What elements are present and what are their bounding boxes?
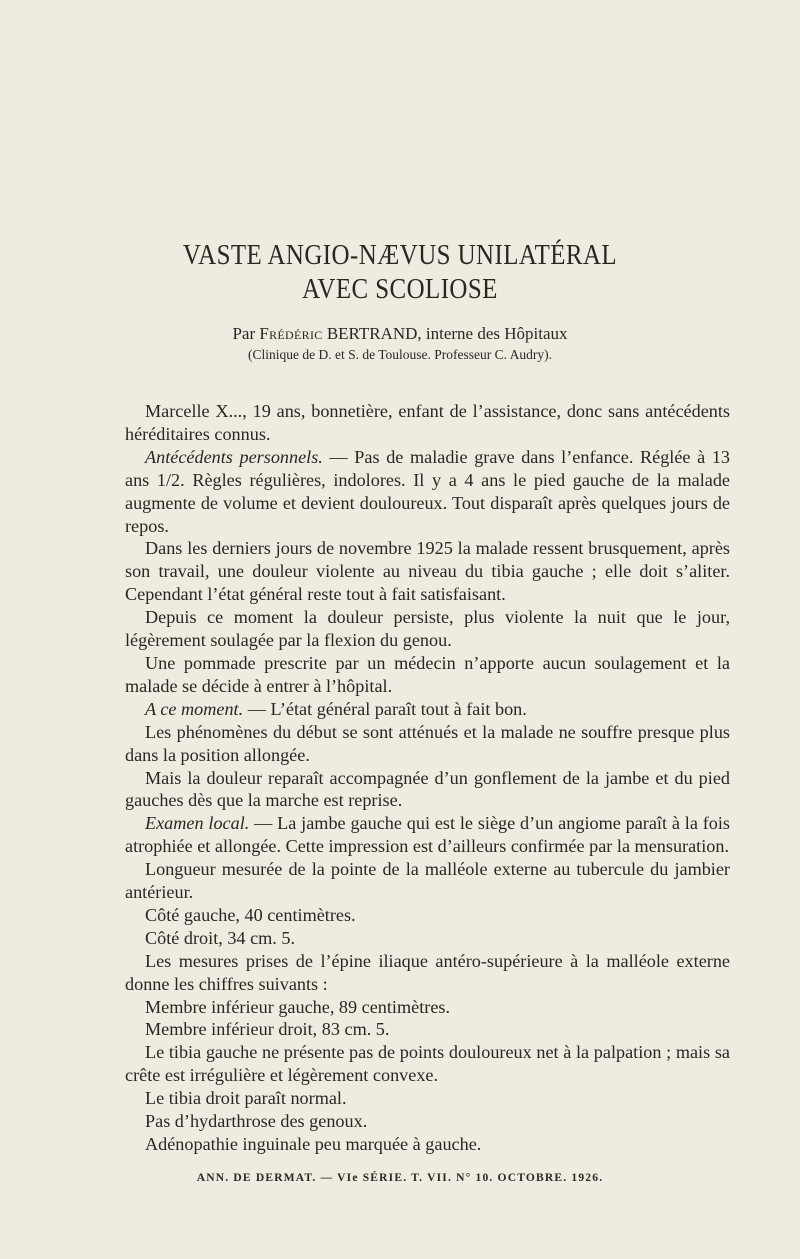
paragraph-text: Une pommade prescrite par un médecin n’apporte aucun soulagement et la malade se décide à entrer à l’hôpital. bbox=[125, 652, 730, 696]
paragraph-text: Les mesures prises de l’épine iliaque antéro-supérieure à la malléole externe donne les chiffres suivants : bbox=[125, 950, 730, 994]
body-paragraph bbox=[125, 927, 730, 950]
body-paragraph bbox=[125, 858, 730, 904]
journal-footer: ANN. DE DERMAT. — VIe SÉRIE. T. VII. N° 10. OCTOBRE. 1926. bbox=[196, 1172, 604, 1184]
body-paragraph bbox=[125, 1018, 730, 1041]
paragraph-text: Adénopathie inguinale peu marquée à gauche. bbox=[145, 1134, 482, 1154]
paragraph-text: — La jambe gauche qui est le siège d’un angiome paraît à la fois atrophiée et allongée. Cette impression est d’ailleurs confirmée par la mensuration. bbox=[125, 813, 730, 857]
paragraph-text: Membre inférieur gauche, 89 centimètres. bbox=[145, 996, 451, 1017]
body-paragraph bbox=[125, 904, 730, 927]
article-title-line-1: VASTE ANGIO-NÆVUS UNILATÉRAL bbox=[182, 239, 618, 271]
body-paragraph bbox=[125, 1087, 730, 1110]
section-lead: Examen local. bbox=[145, 813, 250, 834]
paragraph-text: Depuis ce moment la douleur persiste, plus violente la nuit que le jour, légèrement soulagée par la flexion du genou. bbox=[125, 607, 730, 651]
body-paragraph bbox=[125, 950, 730, 996]
paragraph-text: Membre inférieur droit, 83 cm. 5. bbox=[145, 1019, 390, 1040]
article-body bbox=[125, 400, 730, 1156]
body-paragraph bbox=[125, 698, 730, 721]
paragraph-text: Mais la douleur reparaît accompagnée d’un gonflement de la jambe et du pied gauches dès que la marche est reprise. bbox=[125, 767, 730, 811]
body-paragraph bbox=[125, 812, 730, 858]
body-paragraph bbox=[125, 446, 730, 538]
body-paragraph bbox=[125, 721, 730, 767]
body-paragraph bbox=[125, 537, 730, 606]
paragraph-text: Longueur mesurée de la pointe de la malléole externe au tubercule du jambier antérieur. bbox=[125, 859, 730, 903]
section-lead: A ce moment. bbox=[145, 698, 244, 719]
body-paragraph bbox=[125, 1110, 730, 1133]
body-paragraph bbox=[125, 1041, 730, 1087]
body-paragraph bbox=[125, 400, 730, 446]
article-title-line-2: AVEC SCOLIOSE bbox=[302, 273, 498, 305]
author-byline bbox=[0, 324, 800, 344]
body-paragraph bbox=[125, 606, 730, 652]
body-paragraph bbox=[125, 767, 730, 813]
paragraph-text: Les phénomènes du début se sont atténués et la malade ne souffre presque plus dans la position allongée. bbox=[125, 721, 730, 765]
paragraph-text: Côté gauche, 40 centimètres. bbox=[145, 904, 356, 925]
paragraph-text: Dans les derniers jours de novembre 1925 la malade ressent brusquement, après son travail, une douleur violente au niveau du tibia gauche ; elle doit s’aliter. Cependant l’état général reste tout à fait satisfaisant. bbox=[125, 538, 730, 605]
paragraph-text: — L’état général paraît tout à fait bon. bbox=[243, 698, 527, 719]
body-paragraph bbox=[125, 996, 730, 1019]
paragraph-text: Côté droit, 34 cm. 5. bbox=[145, 927, 296, 948]
paragraph-text: — Pas de maladie grave dans l’enfance. Réglée à 13 ans 1/2. Règles régulières, indolores. Il y a 4 ans le pied gauche de la malade augmente de volume et devient douloureux. Tout disparaît après quelques jours de repos. bbox=[125, 446, 731, 536]
paragraph-text: Le tibia droit paraît normal. bbox=[145, 1088, 347, 1109]
section-lead: Antécédents personnels. bbox=[145, 446, 323, 467]
paragraph-text: Le tibia gauche ne présente pas de points douloureux net à la palpation ; mais sa crête est irrégulière et légèrement convexe. bbox=[125, 1042, 730, 1086]
paragraph-text: Pas d’hydarthrose des genoux. bbox=[145, 1111, 368, 1132]
author-affiliation: (Clinique de D. et S. de Toulouse. Professeur C. Audry). bbox=[247, 347, 553, 362]
body-paragraph bbox=[125, 652, 730, 698]
byline-par: Par bbox=[232, 324, 260, 343]
paragraph-text: Marcelle X..., 19 ans, bonnetière, enfant de l’assistance, donc sans antécédents héréditaires connus. bbox=[125, 401, 730, 444]
body-paragraph bbox=[125, 1133, 730, 1156]
author-rest: BERTRAND, interne des Hôpitaux bbox=[322, 324, 568, 343]
author-first-name: Frédéric bbox=[259, 324, 323, 343]
